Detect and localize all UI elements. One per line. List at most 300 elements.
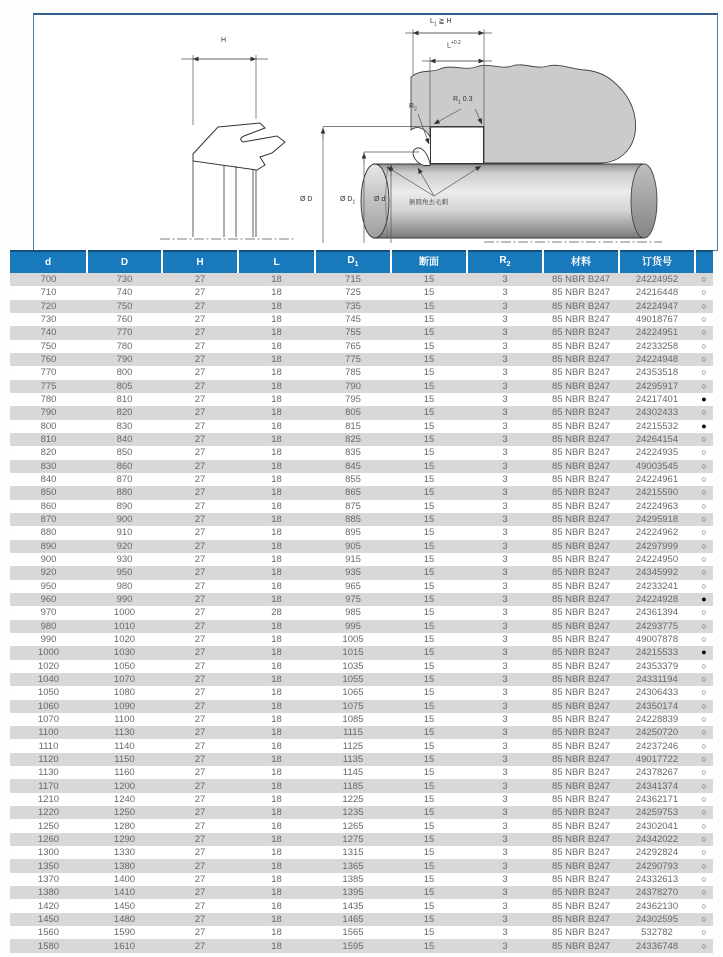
cell-D: 1250 xyxy=(113,807,136,819)
cell-d: 890 xyxy=(40,540,57,552)
cell-material: 85 NBR B247 xyxy=(551,354,611,366)
cell-H: 27 xyxy=(194,314,206,326)
availability-dot: ○ xyxy=(701,367,707,378)
cell-section: 15 xyxy=(423,580,435,592)
cell-D: 820 xyxy=(116,407,133,419)
cell-order_no: 24233241 xyxy=(635,580,679,592)
availability-dot: ○ xyxy=(701,900,707,911)
cell-d: 775 xyxy=(40,380,57,392)
cell-R2: 3 xyxy=(502,873,508,885)
cell-d: 770 xyxy=(40,367,57,379)
cell-section: 15 xyxy=(423,634,435,646)
cell-D: 890 xyxy=(116,500,133,512)
cell-order_no: 24353379 xyxy=(635,660,679,672)
cell-R2: 3 xyxy=(502,767,508,779)
cell-D1: 1465 xyxy=(342,913,364,925)
cell-order_no: 24302595 xyxy=(635,913,679,925)
cell-section: 15 xyxy=(423,900,435,912)
availability-dot: ○ xyxy=(701,940,707,951)
cell-D1: 755 xyxy=(345,327,361,339)
cell-D1: 915 xyxy=(345,554,361,566)
cell-D: 1280 xyxy=(113,820,136,832)
table-row xyxy=(10,486,713,499)
cell-D: 1020 xyxy=(113,634,136,646)
availability-dot: ○ xyxy=(701,434,707,445)
cell-D1: 995 xyxy=(345,620,361,632)
cell-order_no: 24378267 xyxy=(635,767,679,779)
cell-d: 1250 xyxy=(37,820,60,832)
cell-H: 27 xyxy=(194,354,206,366)
cell-H: 27 xyxy=(194,913,206,925)
cell-D1: 790 xyxy=(345,380,361,392)
cell-d: 1560 xyxy=(37,927,60,939)
cell-section: 15 xyxy=(423,913,435,925)
cell-R2: 3 xyxy=(502,900,508,912)
availability-dot: ○ xyxy=(701,500,707,511)
cell-material: 85 NBR B247 xyxy=(551,913,611,925)
cell-material: 85 NBR B247 xyxy=(551,620,611,632)
l-dimension-label: $L^{+0.2}$ xyxy=(447,40,461,50)
cell-H: 27 xyxy=(194,620,206,632)
cell-section: 15 xyxy=(423,567,435,579)
table-row xyxy=(10,300,713,313)
cell-L: 18 xyxy=(271,420,282,432)
col-header-section: 断面 xyxy=(391,251,467,273)
cell-H: 27 xyxy=(194,820,206,832)
cell-R2: 3 xyxy=(502,554,508,566)
table-row xyxy=(10,873,713,886)
availability-dot: ○ xyxy=(701,913,707,924)
cell-material: 85 NBR B247 xyxy=(551,394,611,406)
table-row xyxy=(10,939,713,952)
cell-L: 18 xyxy=(271,940,282,952)
cell-order_no: 24224950 xyxy=(635,554,679,566)
table-row xyxy=(10,366,713,379)
cell-section: 15 xyxy=(423,447,435,459)
cell-D1: 785 xyxy=(345,367,361,379)
cell-D1: 1135 xyxy=(342,753,364,765)
cell-order_no: 24345992 xyxy=(635,567,679,579)
cell-d: 1100 xyxy=(38,727,59,739)
cell-d: 740 xyxy=(40,327,57,339)
availability-dot: ● xyxy=(701,647,707,658)
availability-dot: ○ xyxy=(701,780,707,791)
cell-section: 15 xyxy=(423,833,435,845)
cell-D1: 795 xyxy=(345,394,361,406)
cell-material: 85 NBR B247 xyxy=(551,420,611,432)
cell-material: 85 NBR B247 xyxy=(551,287,611,299)
cell-d: 790 xyxy=(40,407,57,419)
table-row xyxy=(10,899,713,912)
cell-L: 18 xyxy=(271,647,282,659)
cell-order_no: 24224928 xyxy=(635,594,679,606)
cell-material: 85 NBR B247 xyxy=(551,687,611,699)
table-row xyxy=(10,340,713,353)
cell-material: 85 NBR B247 xyxy=(551,554,611,566)
availability-dot: ○ xyxy=(701,753,707,764)
cell-D: 730 xyxy=(116,274,133,286)
cell-d: 1260 xyxy=(37,833,60,845)
cell-L: 18 xyxy=(271,354,282,366)
cell-material: 85 NBR B247 xyxy=(551,713,611,725)
cell-material: 85 NBR B247 xyxy=(551,753,611,765)
cell-D1: 1435 xyxy=(342,900,364,912)
cell-D: 770 xyxy=(116,327,133,339)
cell-material: 85 NBR B247 xyxy=(551,540,611,552)
cell-D1: 765 xyxy=(345,340,361,352)
table-row xyxy=(10,566,713,579)
cell-D: 910 xyxy=(116,527,133,539)
availability-dot: ○ xyxy=(701,287,707,298)
cell-L: 18 xyxy=(271,727,282,739)
cell-material: 85 NBR B247 xyxy=(551,647,611,659)
cell-material: 85 NBR B247 xyxy=(551,700,611,712)
cell-D: 860 xyxy=(116,460,133,472)
cell-section: 15 xyxy=(423,927,435,939)
cell-material: 85 NBR B247 xyxy=(551,660,611,672)
cell-H: 27 xyxy=(194,287,206,299)
table-row xyxy=(10,593,713,606)
cell-d: 1420 xyxy=(37,900,60,912)
deburr-note: 倒圆角去毛刺 xyxy=(409,199,448,206)
cell-D1: 735 xyxy=(345,300,361,312)
availability-dot: ● xyxy=(701,394,707,405)
cell-R2: 3 xyxy=(502,300,508,312)
cell-order_no: 24224963 xyxy=(635,500,679,512)
cell-R2: 3 xyxy=(502,607,508,619)
cell-d: 1210 xyxy=(37,793,60,805)
cell-H: 27 xyxy=(194,567,206,579)
cell-d: 700 xyxy=(40,274,57,286)
cell-D: 750 xyxy=(116,300,133,312)
cell-H: 27 xyxy=(194,674,206,685)
cell-d: 1220 xyxy=(37,807,60,819)
cell-order_no: 24215590 xyxy=(635,487,679,499)
l1-dimension-label: $L_1$ ≧ H xyxy=(430,18,452,28)
cell-H: 27 xyxy=(194,740,206,752)
cell-material: 85 NBR B247 xyxy=(551,887,611,899)
cell-material: 85 NBR B247 xyxy=(551,367,611,379)
cell-section: 15 xyxy=(423,753,435,765)
cell-material: 85 NBR B247 xyxy=(551,833,611,845)
cell-D: 1450 xyxy=(113,900,136,912)
cell-H: 27 xyxy=(194,380,206,392)
cell-D1: 1145 xyxy=(342,767,364,779)
table-row xyxy=(10,700,713,713)
cell-D: 920 xyxy=(116,540,133,552)
cell-order_no: 24259753 xyxy=(635,807,679,819)
cell-L: 18 xyxy=(271,594,282,606)
cell-R2: 3 xyxy=(502,314,508,326)
left-figure-dimensions xyxy=(181,55,268,125)
cell-order_no: 24350174 xyxy=(635,700,679,712)
cell-section: 15 xyxy=(423,647,435,659)
availability-dot: ○ xyxy=(701,460,707,471)
cell-H: 27 xyxy=(194,927,206,939)
availability-dot: ○ xyxy=(701,713,707,724)
cell-D1: 875 xyxy=(345,500,361,512)
cell-D1: 1265 xyxy=(342,820,364,832)
cell-L: 18 xyxy=(271,300,282,312)
cell-section: 15 xyxy=(423,300,435,312)
cell-D: 1130 xyxy=(114,727,135,739)
cell-material: 85 NBR B247 xyxy=(551,460,611,472)
cell-order_no: 24295917 xyxy=(635,380,679,392)
cell-d: 960 xyxy=(40,594,57,606)
cell-d: 1000 xyxy=(37,647,60,659)
cell-order_no: 24295918 xyxy=(635,514,679,526)
cell-D1: 1275 xyxy=(342,833,364,845)
cell-order_no: 24361394 xyxy=(635,607,679,619)
availability-dot: ○ xyxy=(701,540,707,551)
cell-H: 27 xyxy=(194,327,206,339)
cell-L: 18 xyxy=(271,687,282,699)
cell-section: 15 xyxy=(423,314,435,326)
cell-L: 18 xyxy=(271,287,282,299)
cell-H: 27 xyxy=(194,514,206,526)
table-row xyxy=(10,766,713,779)
cell-material: 85 NBR B247 xyxy=(551,340,611,352)
cell-section: 15 xyxy=(423,820,435,832)
availability-dot: ○ xyxy=(701,514,707,525)
cell-L: 18 xyxy=(271,434,282,446)
cell-H: 27 xyxy=(194,647,206,659)
cell-section: 15 xyxy=(423,487,435,499)
cell-d: 950 xyxy=(40,580,57,592)
cell-D1: 885 xyxy=(345,514,361,526)
cell-D: 840 xyxy=(116,434,133,446)
col-header-D1: $D_1$ xyxy=(315,251,391,273)
cell-H: 27 xyxy=(194,887,206,899)
cell-order_no: 24224947 xyxy=(635,300,679,312)
cell-R2: 3 xyxy=(502,913,508,925)
availability-dot: ● xyxy=(701,594,707,605)
availability-dot: ○ xyxy=(701,314,707,325)
cell-order_no: 24224961 xyxy=(635,474,679,486)
cell-R2: 3 xyxy=(502,700,508,712)
table-row xyxy=(10,646,713,659)
cell-section: 15 xyxy=(423,540,435,552)
table-row xyxy=(10,673,713,686)
availability-dot: ○ xyxy=(701,740,707,751)
seal-technical-drawing xyxy=(34,15,717,250)
cell-D1: 1385 xyxy=(342,873,364,885)
table-row xyxy=(10,859,713,872)
cell-D1: 1365 xyxy=(342,860,364,872)
cell-order_no: 49007878 xyxy=(635,634,679,646)
cell-R2: 3 xyxy=(502,793,508,805)
cell-R2: 3 xyxy=(502,327,508,339)
cell-H: 27 xyxy=(194,447,206,459)
cell-L: 18 xyxy=(271,367,282,379)
cell-d: 1110 xyxy=(38,740,59,752)
cell-d: 750 xyxy=(40,340,57,352)
cell-d: 1350 xyxy=(37,860,60,872)
cell-order_no: 532782 xyxy=(641,927,673,939)
cell-D1: 1595 xyxy=(342,940,364,952)
cell-d: 980 xyxy=(40,620,57,632)
cell-L: 18 xyxy=(271,807,282,819)
availability-dot: ○ xyxy=(701,887,707,898)
cell-D1: 1115 xyxy=(343,727,363,739)
cell-L: 18 xyxy=(271,327,282,339)
cell-d: 1300 xyxy=(37,847,60,859)
cell-section: 15 xyxy=(423,807,435,819)
cell-d: 1170 xyxy=(38,780,59,792)
cell-order_no: 24331194 xyxy=(636,674,678,685)
cell-section: 15 xyxy=(423,687,435,699)
cell-order_no: 24216448 xyxy=(635,287,679,299)
cell-d: 870 xyxy=(40,514,57,526)
cell-D: 1610 xyxy=(113,940,136,952)
cell-L: 18 xyxy=(271,674,282,685)
cell-L: 18 xyxy=(271,527,282,539)
cell-L: 28 xyxy=(271,607,282,619)
cell-D1: 1395 xyxy=(342,887,364,899)
cell-L: 18 xyxy=(271,767,282,779)
cell-material: 85 NBR B247 xyxy=(551,447,611,459)
cell-L: 18 xyxy=(271,447,282,459)
cell-L: 18 xyxy=(271,580,282,592)
cell-D1: 985 xyxy=(345,607,361,619)
availability-dot: ○ xyxy=(701,447,707,458)
cell-H: 27 xyxy=(194,540,206,552)
cell-order_no: 24306433 xyxy=(635,687,679,699)
availability-dot: ○ xyxy=(701,634,707,645)
cell-D1: 1085 xyxy=(342,713,364,725)
cell-order_no: 24362130 xyxy=(635,900,679,912)
dia-D-label: Ø D xyxy=(300,196,313,203)
cell-order_no: 24332613 xyxy=(635,873,679,885)
cell-R2: 3 xyxy=(502,927,508,939)
cell-order_no: 24250720 xyxy=(635,727,679,739)
cell-R2: 3 xyxy=(502,940,508,952)
cell-section: 15 xyxy=(423,367,435,379)
cell-order_no: 24290793 xyxy=(635,860,679,872)
cell-D1: 1565 xyxy=(342,927,364,939)
cell-section: 15 xyxy=(423,327,435,339)
cell-D: 1330 xyxy=(113,847,136,859)
cell-D: 740 xyxy=(116,287,133,299)
cell-material: 85 NBR B247 xyxy=(551,300,611,312)
cell-material: 85 NBR B247 xyxy=(551,793,611,805)
cell-material: 85 NBR B247 xyxy=(551,314,611,326)
cell-material: 85 NBR B247 xyxy=(551,407,611,419)
cell-D1: 855 xyxy=(345,474,361,486)
cell-H: 27 xyxy=(194,873,206,885)
cell-order_no: 24362171 xyxy=(635,793,679,805)
cell-H: 27 xyxy=(194,607,206,619)
cell-D1: 935 xyxy=(345,567,361,579)
seal-in-groove xyxy=(431,127,484,164)
table-row xyxy=(10,686,713,699)
cell-R2: 3 xyxy=(502,620,508,632)
cell-D1: 1005 xyxy=(342,634,364,646)
cell-material: 85 NBR B247 xyxy=(551,327,611,339)
cell-section: 15 xyxy=(423,460,435,472)
availability-dot: ○ xyxy=(701,927,707,938)
cell-H: 27 xyxy=(194,767,206,779)
cell-L: 18 xyxy=(271,340,282,352)
cell-material: 85 NBR B247 xyxy=(551,927,611,939)
cell-order_no: 24228839 xyxy=(635,713,679,725)
col-header-R2: $R_2$ xyxy=(467,251,543,273)
cell-section: 15 xyxy=(423,380,435,392)
cell-d: 1370 xyxy=(37,873,60,885)
cell-section: 15 xyxy=(423,554,435,566)
cell-D: 780 xyxy=(116,340,133,352)
seal-size-table xyxy=(10,250,713,953)
cell-section: 15 xyxy=(423,394,435,406)
cell-H: 27 xyxy=(194,900,206,912)
cell-L: 18 xyxy=(271,740,282,752)
availability-dot: ○ xyxy=(701,833,707,844)
dia-D1-label: Ø $D_1$ xyxy=(340,196,356,206)
table-row xyxy=(10,540,713,553)
cell-material: 85 NBR B247 xyxy=(551,580,611,592)
cell-L: 18 xyxy=(271,900,282,912)
cell-L: 18 xyxy=(271,660,282,672)
table-row xyxy=(10,500,713,513)
cell-order_no: 24215532 xyxy=(635,420,679,432)
cell-H: 27 xyxy=(194,700,206,712)
dia-d-label: Ø d xyxy=(374,196,386,203)
table-row xyxy=(10,460,713,473)
table-row xyxy=(10,886,713,899)
cell-d: 920 xyxy=(40,567,57,579)
cell-D: 1150 xyxy=(114,753,135,765)
cell-d: 820 xyxy=(40,447,57,459)
cell-L: 18 xyxy=(271,620,282,632)
cell-D: 1480 xyxy=(113,913,136,925)
cell-L: 18 xyxy=(271,820,282,832)
cell-D: 930 xyxy=(116,554,133,566)
cell-D1: 715 xyxy=(345,274,361,286)
cell-d: 880 xyxy=(40,527,57,539)
col-header-H: H xyxy=(162,251,238,273)
cell-order_no: 24215533 xyxy=(635,647,679,659)
cell-R2: 3 xyxy=(502,474,508,486)
cell-R2: 3 xyxy=(502,674,508,685)
cell-D: 1590 xyxy=(113,927,136,939)
cell-section: 15 xyxy=(423,620,435,632)
table-row xyxy=(10,660,713,673)
cell-R2: 3 xyxy=(502,340,508,352)
table-row xyxy=(10,273,713,286)
table-row xyxy=(10,739,713,752)
table-row xyxy=(10,473,713,486)
cell-d: 860 xyxy=(40,500,57,512)
cell-order_no: 24217401 xyxy=(635,394,679,406)
cell-order_no: 49018767 xyxy=(635,314,679,326)
cell-section: 15 xyxy=(423,434,435,446)
availability-dot: ● xyxy=(701,420,707,431)
cell-order_no: 24237246 xyxy=(635,740,679,752)
cell-R2: 3 xyxy=(502,287,508,299)
cell-H: 27 xyxy=(194,807,206,819)
cell-order_no: 24264154 xyxy=(635,434,679,446)
cell-section: 15 xyxy=(423,860,435,872)
cell-d: 1580 xyxy=(37,940,60,952)
cell-order_no: 24297999 xyxy=(635,540,679,552)
availability-dot: ○ xyxy=(701,767,707,778)
cell-L: 18 xyxy=(271,780,282,792)
cell-d: 1070 xyxy=(37,713,60,725)
cell-section: 15 xyxy=(423,873,435,885)
cell-d: 1020 xyxy=(37,660,60,672)
cell-H: 27 xyxy=(194,634,206,646)
table-row xyxy=(10,833,713,846)
